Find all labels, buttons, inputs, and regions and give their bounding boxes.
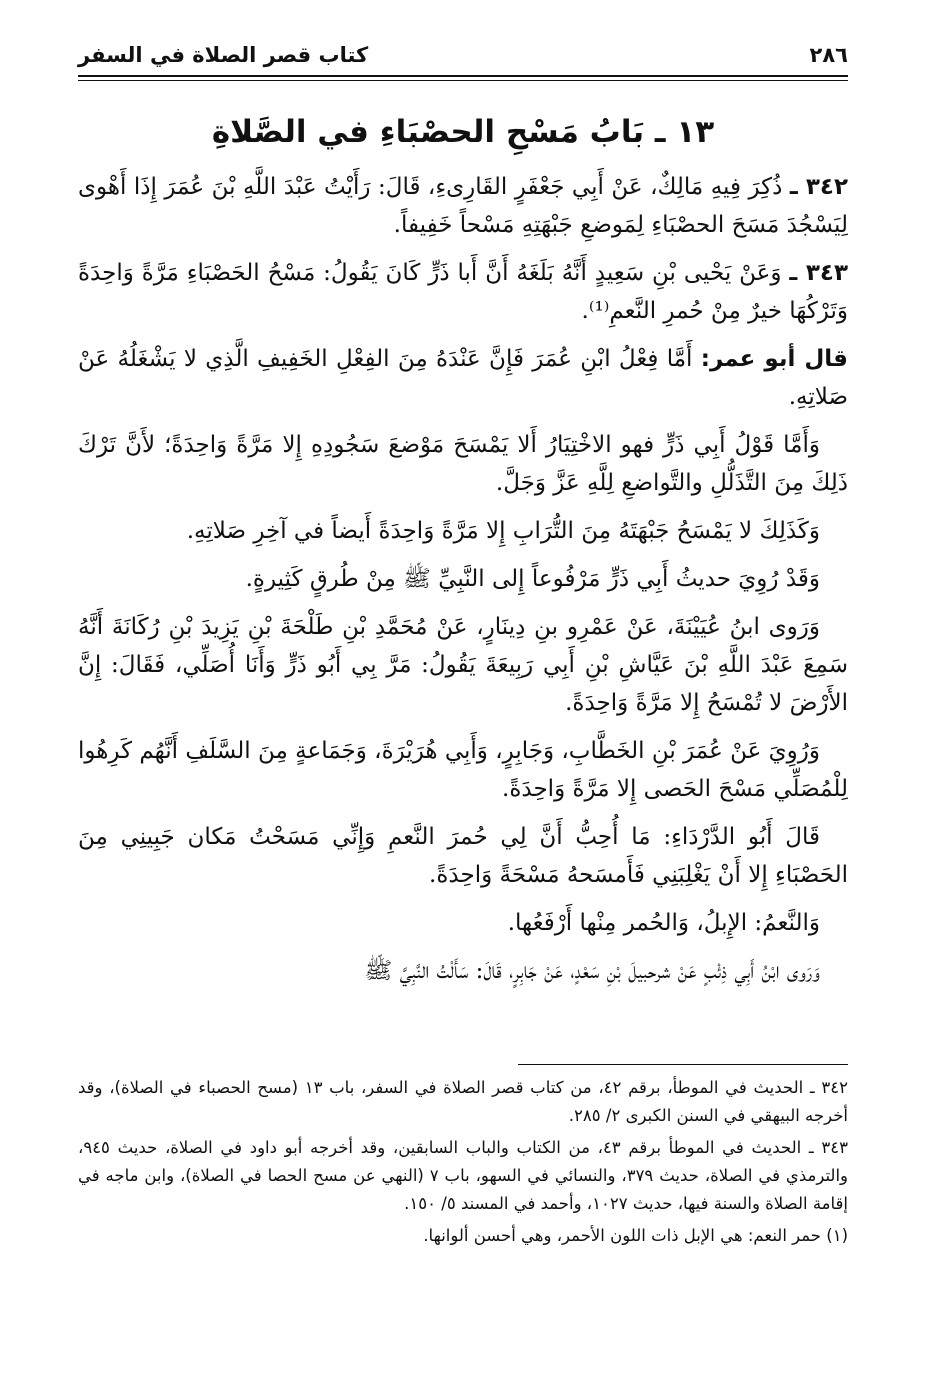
speaker-label: قال أبو عمر:: [700, 346, 848, 372]
main-text: [78, 168, 848, 1000]
footnote: ٣٤٣ ـ الحديث في الموطأ برقم ٤٣، من الكتاب والباب السابقين، وقد أخرجه أبو داود في الصلاة، حديث ٩٤٥، والترمذي في الصلاة، حديث ٣٧٩، والنسائي في السهو، باب ٧ (النهي عن مسح الحصا في الصلاة)، وابن ماجه في إقامة الصلاة والسنة فيها، حديث ١٠٢٧، وأحمد في المسند ٥/ ١٥٠.: [78, 1138, 849, 1213]
paragraph: وَرُوِيَ عَنْ عُمَرَ بْنِ الخَطَّابِ، وَجَابِرٍ، وَأَبِي هُرَيْرَةَ، وَجَمَاعةٍ مِنَ السَّلَفِ أَنَّهُم كَرِهُوا لِلْمُصَلِّي مَسْحَ الحَصى إِلا مَرَّةً وَاحِدَةً.: [78, 738, 848, 802]
hadith-number: ٣٤٢ ـ: [789, 174, 848, 200]
page-number: ٢٨٦: [809, 43, 848, 67]
paragraph: قَالَ أَبُو الدَّرْدَاءِ: مَا أُحِبُّ أَنَّ لِي حُمرَ النَّعمِ وَإِنِّي مَسَحْتُ مَكان جَبِينِي مِنَ الحَصْبَاءِ إِلا أَنْ يَغْلِبَنِي فَأَمسَحهُ مَسْحَةً وَاحِدَةً.: [78, 824, 848, 888]
paragraph: وَرَوى ابنُ عُيَيْنَةَ، عَنْ عَمْرِو بنِ دِينَارٍ، عَنْ مُحَمَّدِ بْنِ طَلْحَةَ بْنِ يَزِيدَ بْنِ رُكَانَةَ أَنَّهُ سَمِعَ عَبْدَ اللَّهِ بْنَ عَيَّاشِ بْنِ أَبِي رَبِيعَةَ يَقُولُ: مَرَّ بِي أَبُو ذَرٍّ وَأَنَا أُصَلِّي، فَقَالَ: إِنَّ الأَرْضَ لا تُمْسَحُ إِلا مَرَّةً وَاحِدَةً.: [78, 614, 848, 716]
paragraph-343: [78, 254, 848, 330]
footnote-separator: [518, 1064, 848, 1065]
paragraph-text: وَعَنْ يَحْيى بْنِ سَعِيدٍ أَنَّهُ بَلَغَهُ أَنَّ أَبا ذَرٍّ كَانَ يَقُولُ: مَسْحُ الحَصْبَاءِ مَرَّةً وَاحِدَةً وَتَرْكُهَا خيرٌ مِنْ حُمرِ النَّعمِ⁽¹⁾.: [78, 260, 848, 324]
chapter-title: ١٣ ـ بَابُ مَسْحِ الحصْبَاءِ في الصَّلاةِ: [211, 114, 715, 150]
paragraph-abu-umar: [78, 340, 848, 416]
paragraph: وَكَذَلِكَ لا يَمْسَحُ جَبْهَتَهُ مِنَ التُّرَابِ إِلا مَرَّةً وَاحِدَةً أَيضاً في آخِرِ صَلاتِهِ.: [186, 518, 820, 544]
header-rule: [78, 75, 848, 77]
running-title: كتاب قصر الصلاة في السفر: [78, 43, 369, 67]
paragraph: وَرَوى ابْنُ أَبِي ذِئْبٍ عَنْ شرحبيلَ بْنِ سَعْدٍ، عَنْ جَابِرٍ، قَالَ: سَأَلْتُ النَّبِيَّ ﷺ: [364, 958, 820, 984]
paragraph-342: [78, 168, 848, 244]
paragraph: وَالنَّعمُ: الإِبلُ، وَالحُمر مِنْها أَرْفَعُها.: [507, 910, 820, 936]
footnotes: [78, 1074, 848, 1254]
book-page: [78, 40, 849, 1245]
footnote: (١) حمر النعم: هي الإبل ذات اللون الأحمر، وهي أحسن ألوانها.: [423, 1226, 848, 1245]
paragraph-text: ذُكِرَ فِيهِ مَالِكٌ، عَنْ أَبِي جَعْفَرٍ القَارِىءِ، قَالَ: رَأَيْتُ عَبْدَ اللَّهِ بْنَ عُمَرَ إِذَا أَهْوى لِيَسْجُدَ مَسَحَ الحصْبَاءِ لِمَوضعِ جَبْهَتِهِ مَسْحاً خَفِيفاً.: [78, 174, 848, 238]
paragraph: وَأَمَّا قَوْلُ أَبِي ذَرٍّ فهو الاخْتِيَارُ أَلا يَمْسَحَ مَوْضعَ سَجُودِهِ إِلا مَرَّةً وَاحِدَةً؛ لأَنَّ تَرْكَ ذَلِكَ مِنَ التَّذَلُّلِ والتَّواضعِ لِلَّهِ عَزَّ وَجَلَّ.: [78, 432, 848, 496]
header-rule-thin: [78, 80, 848, 81]
footnote: ٣٤٢ ـ الحديث في الموطأ، برقم ٤٢، من كتاب قصر الصلاة في السفر، باب ١٣ (مسح الحصباء في الصلاة)، وقد أخرجه البيهقي في السنن الكبرى ٢/ ٢٨٥.: [78, 1078, 848, 1125]
page-header: [78, 40, 848, 70]
paragraph: وَقَدْ رُوِيَ حديثُ أَبِي ذَرٍّ مَرْفُوعاً إِلى النَّبِيِّ ﷺ مِنْ طُرقٍ كَثِيرةٍ.: [245, 566, 820, 592]
paragraph-text: أَمَّا فِعْلُ ابْنِ عُمَرَ فَإِنَّ عَنْدَهُ مِنَ الفِعْلِ الخَفِيفِ الَّذِي لا يَشْغَلُهُ عَنْ صَلاتِهِ.: [78, 346, 848, 410]
hadith-number: ٣٤٣ ـ: [789, 260, 848, 286]
